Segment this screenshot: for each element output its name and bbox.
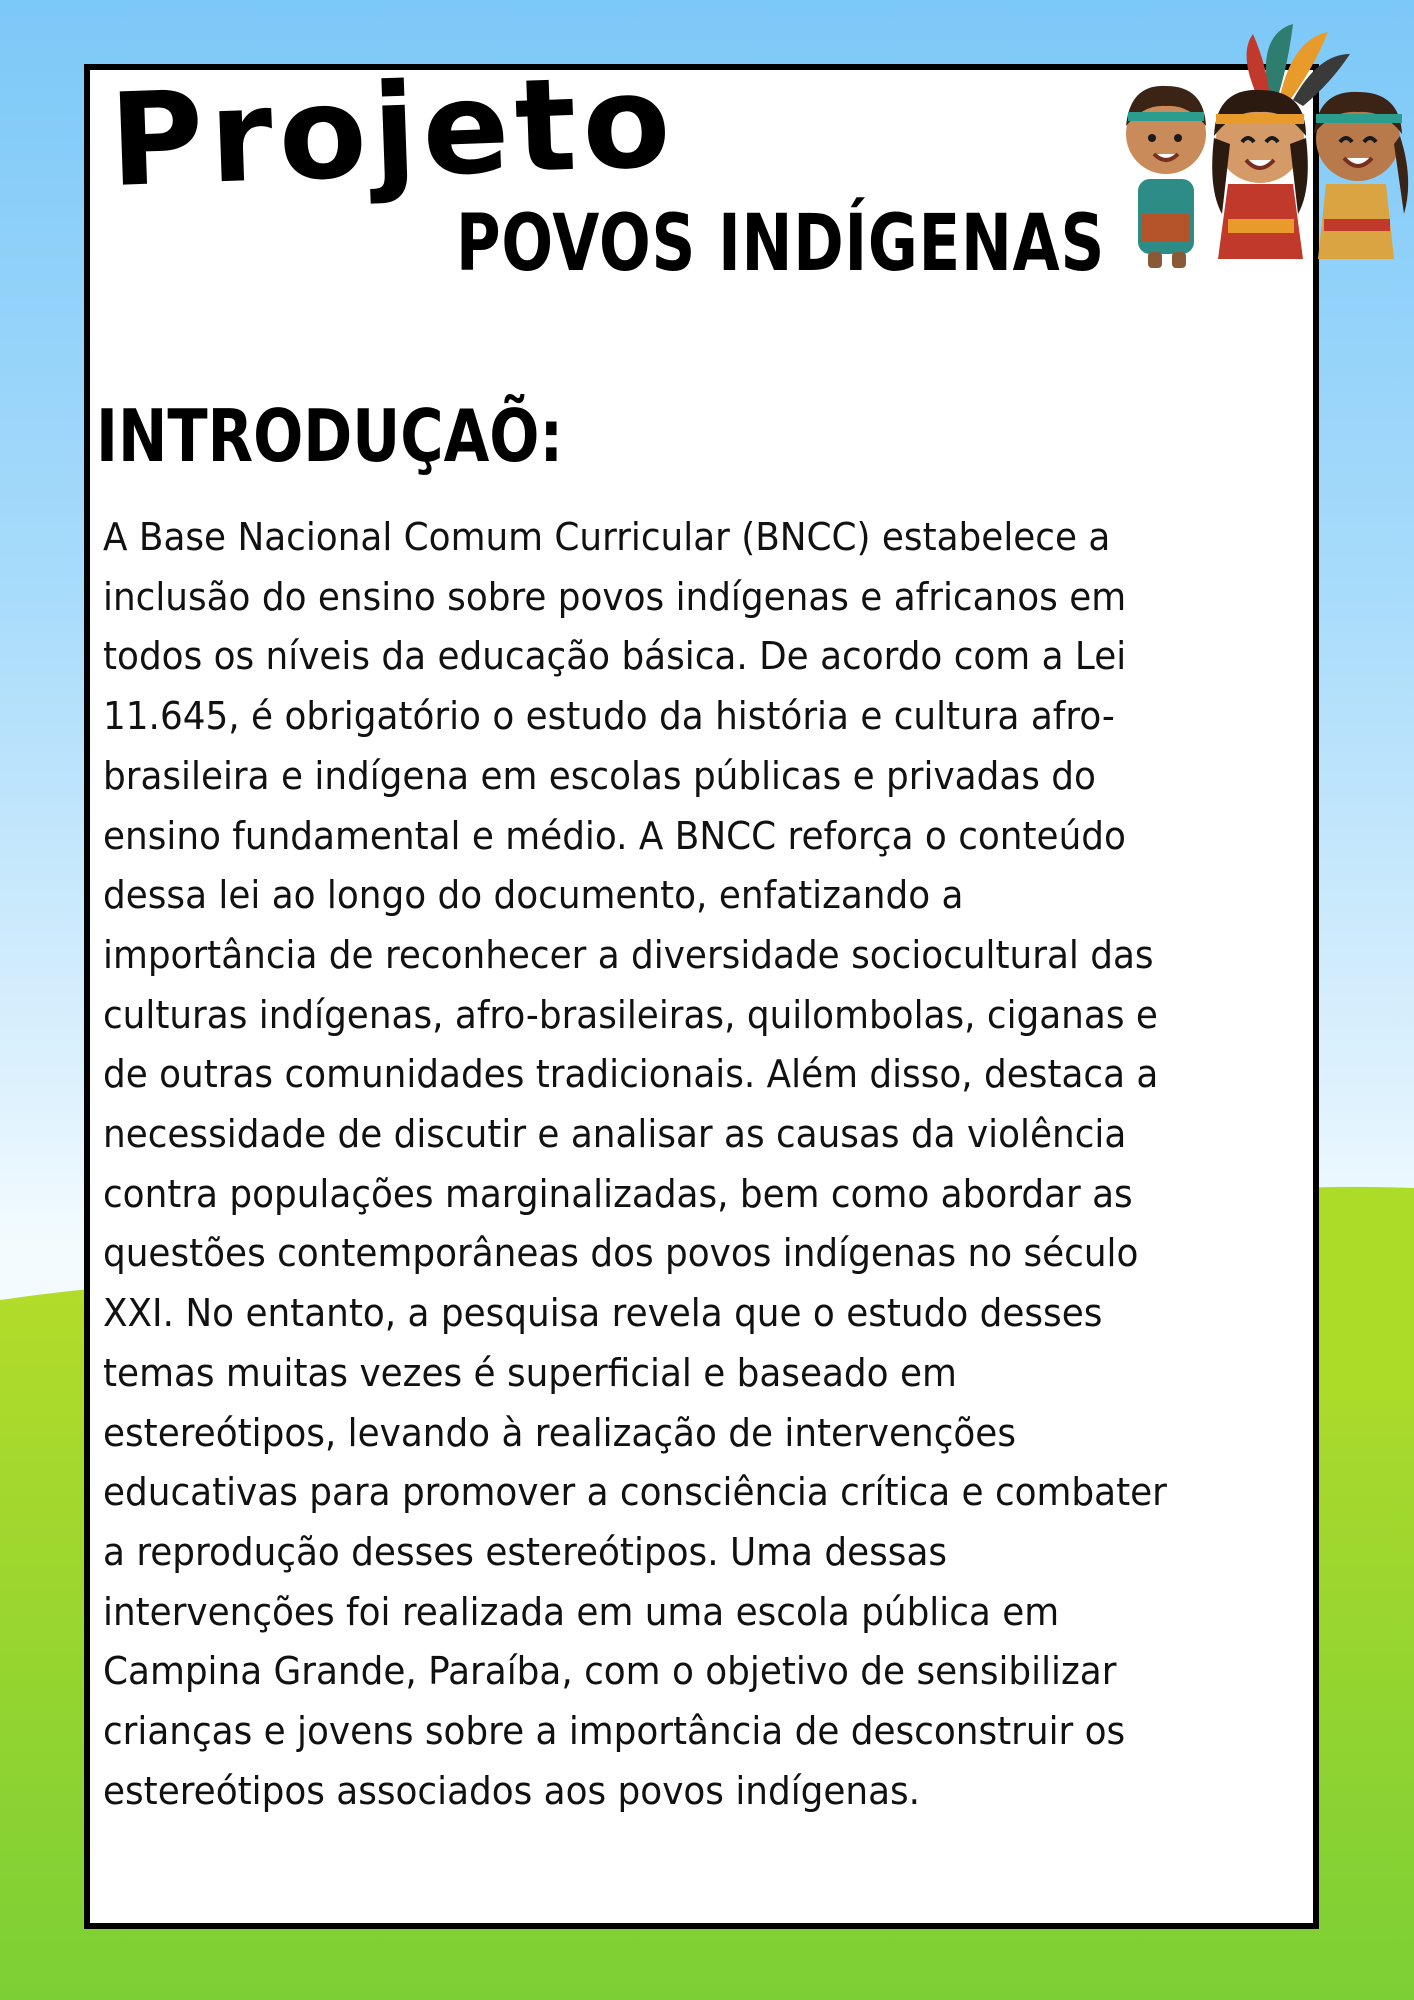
paragraph-line: educativas para promover a consciência crítica e combater (103, 1470, 1167, 1516)
paragraph-line: questões contemporâneas dos povos indígenas no século (103, 1231, 1139, 1277)
title-povos-indigenas: POVOS INDÍGENAS (456, 199, 1106, 289)
paragraph-line: inclusão do ensino sobre povos indígenas e africanos em (103, 574, 1127, 620)
paragraph-line: ensino fundamental e médio. A BNCC reforça o conteúdo (103, 813, 1126, 859)
paragraph-line: de outras comunidades tradicionais. Além disso, destaca a (103, 1052, 1159, 1098)
paragraph-line: temas muitas vezes é superficial e baseado em (103, 1350, 957, 1396)
paragraph-line: intervenções foi realizada em uma escola pública em (103, 1589, 1060, 1635)
paragraph-line: brasileira e indígena em escolas públicas e privadas do (103, 753, 1096, 799)
paragraph-line: XXI. No entanto, a pesquisa revela que o estudo desses (103, 1291, 1103, 1337)
paragraph-line: crianças e jovens sobre a importância de desconstruir os (103, 1709, 1126, 1755)
paragraph-line: contra populações marginalizadas, bem como abordar as (103, 1171, 1133, 1217)
paragraph-line: estereótipos associados aos povos indígenas. (103, 1768, 921, 1814)
paragraph-line: a reprodução desses estereótipos. Uma dessas (103, 1529, 948, 1575)
paragraph-line: 11.645, é obrigatório o estudo da história e cultura afro- (103, 694, 1115, 740)
paragraph-line: necessidade de discutir e analisar as causas da violência (103, 1112, 1127, 1158)
paragraph-line: A Base Nacional Comum Curricular (BNCC) estabelece a (103, 515, 1111, 560)
section-heading-introducao: INTRODUÇAÕ: (96, 394, 564, 478)
paragraph-line: dessa lei ao longo do documento, enfatizando a (103, 873, 964, 919)
paragraph-line: Campina Grande, Paraíba, com o objetivo de sensibilizar (103, 1649, 1117, 1695)
introduction-paragraph (103, 508, 1303, 1821)
indigenous-children-illustration-icon (1118, 14, 1414, 274)
title-projeto: Projeto (107, 47, 679, 216)
paragraph-line: todos os níveis da educação básica. De acordo com a Lei (103, 634, 1127, 680)
paragraph-line: culturas indígenas, afro-brasileiras, quilombolas, ciganas e (103, 992, 1158, 1038)
paragraph-line: estereótipos, levando à realização de intervenções (103, 1410, 1016, 1456)
paragraph-line: importância de reconhecer a diversidade sociocultural das (103, 932, 1154, 978)
